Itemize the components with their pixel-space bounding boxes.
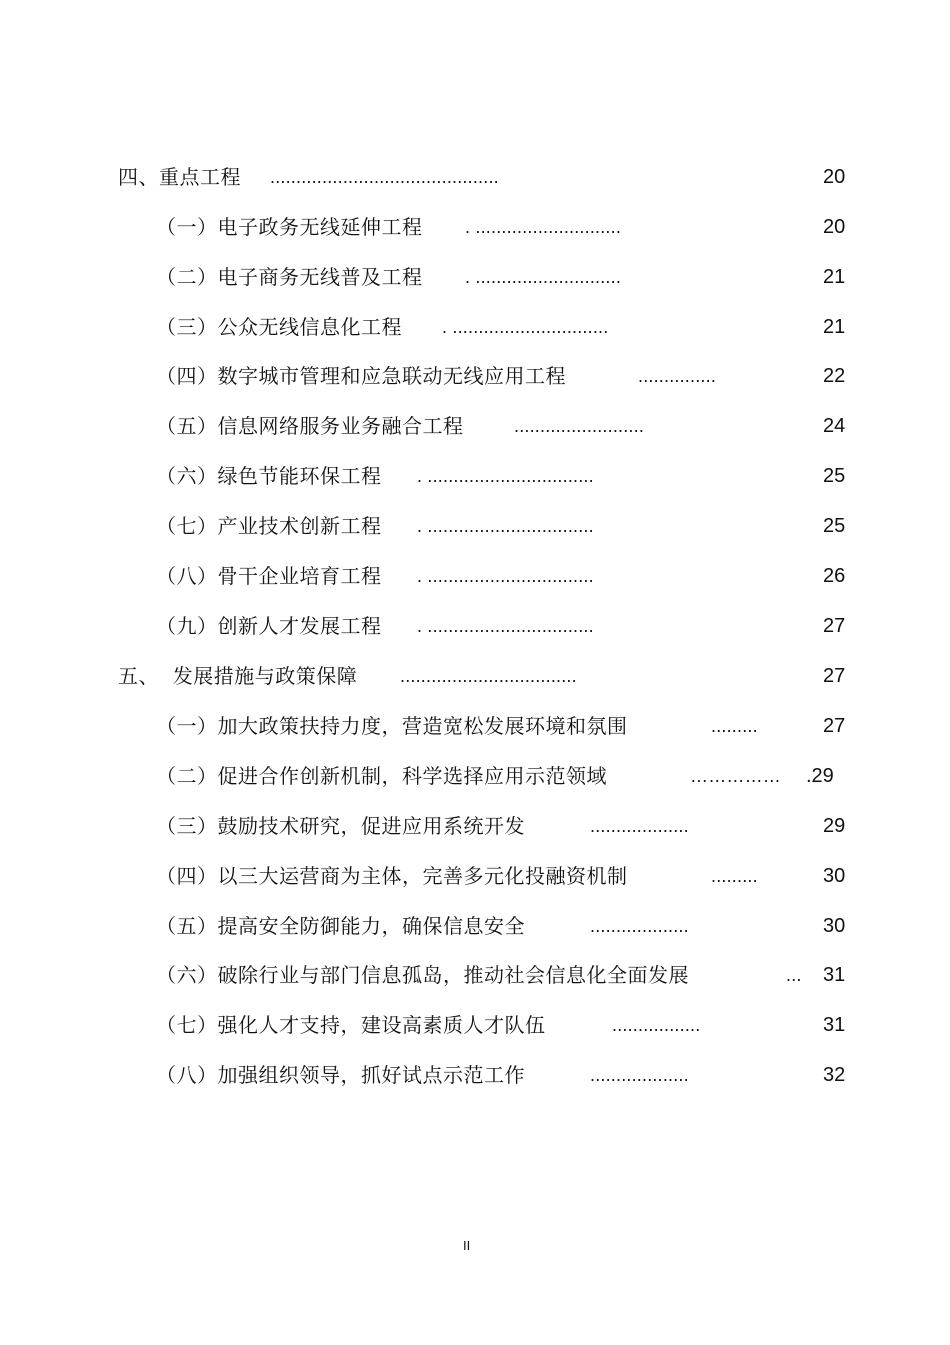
toc-entry-page: 30 <box>823 915 846 937</box>
toc-entry-page: 22 <box>823 365 846 387</box>
toc-entry-page: 31 <box>823 964 846 986</box>
toc-entry-leader: ............... <box>638 366 717 386</box>
toc-entry-page: 25 <box>823 515 846 537</box>
toc-entry-leader: . ................................ <box>417 616 594 636</box>
toc-entry-leader: . ................................ <box>417 516 594 536</box>
page-number: II <box>463 1238 471 1253</box>
toc-entry-title: （三）鼓励技术研究，促进应用系统开发 <box>156 814 525 838</box>
toc-entry-leader: ................... <box>590 816 689 836</box>
toc-entry[interactable] <box>0 162 950 192</box>
toc-entry[interactable] <box>0 711 950 741</box>
toc-entry-title: （七）产业技术创新工程 <box>156 514 382 538</box>
toc-entry-page: 20 <box>823 216 846 238</box>
toc-entry-page: 31 <box>823 1014 846 1036</box>
toc-entry-leader: ............................................ <box>270 167 499 187</box>
toc-entry[interactable] <box>0 511 950 541</box>
toc-entry-title: （一）电子政务无线延伸工程 <box>156 215 423 239</box>
toc-entry[interactable] <box>0 611 950 641</box>
toc-entry-page: 21 <box>823 266 846 288</box>
toc-entry-page: 27 <box>823 715 846 737</box>
toc-entry-title: （八）加强组织领导，抓好试点示范工作 <box>156 1063 525 1087</box>
toc-entry-title: （二）电子商务无线普及工程 <box>156 265 423 289</box>
toc-entry-title: （九）创新人才发展工程 <box>156 614 382 638</box>
toc-entry-title: （二）促进合作创新机制，科学选择应用示范领域 <box>156 764 607 788</box>
toc-entry-title: （五）信息网络服务业务融合工程 <box>156 414 464 438</box>
toc-entry-title: （七）强化人才支持，建设高素质人才队伍 <box>156 1013 546 1037</box>
toc-entry-title: （六）绿色节能环保工程 <box>156 464 382 488</box>
toc-entry-leader: ......... <box>711 866 758 886</box>
toc-entry[interactable] <box>0 262 950 292</box>
toc-entry-leader: ................. <box>612 1015 701 1035</box>
toc-entry-leader: . ................................ <box>417 466 594 486</box>
toc-entry-page: 20 <box>823 166 846 188</box>
toc-entry[interactable] <box>0 811 950 841</box>
toc-entry[interactable] <box>0 561 950 591</box>
toc-entry-leader: …………… <box>690 766 781 786</box>
toc-entry-page: 27 <box>823 665 846 687</box>
toc-entry[interactable] <box>0 212 950 242</box>
toc-entry-title: （八）骨干企业培育工程 <box>156 564 382 588</box>
toc-entry[interactable] <box>0 312 950 342</box>
toc-entry[interactable] <box>0 911 950 941</box>
toc-entry-leader: ... <box>786 965 802 985</box>
toc-entry-title: （五）提高安全防御能力，确保信息安全 <box>156 914 525 938</box>
toc-entry[interactable] <box>0 1060 950 1090</box>
toc-entry-page: 30 <box>823 865 846 887</box>
toc-entry-leader: ................... <box>590 1065 689 1085</box>
toc-entry-leader: ................... <box>590 916 689 936</box>
toc-entry-leader: ......................... <box>514 416 645 436</box>
toc-entry-page: .29 <box>806 765 834 787</box>
toc-entry-leader: .................................. <box>400 666 577 686</box>
toc-entry-title: （三）公众无线信息化工程 <box>156 315 402 339</box>
toc-entry-leader: . ............................ <box>465 217 622 237</box>
toc-entry-title: （一）加大政策扶持力度，营造宽松发展环境和氛围 <box>156 714 628 738</box>
toc-entry[interactable] <box>0 411 950 441</box>
toc-entry-title: （六）破除行业与部门信息孤岛，推动社会信息化全面发展 <box>156 963 689 987</box>
toc-entry-page: 29 <box>823 815 846 837</box>
toc-entry[interactable] <box>0 761 950 791</box>
toc-entry-page: 32 <box>823 1064 846 1086</box>
toc-entry[interactable] <box>0 960 950 990</box>
toc-entry-page: 25 <box>823 465 846 487</box>
toc-entry-leader: . ................................ <box>417 566 594 586</box>
toc-entry-leader: . .............................. <box>442 317 609 337</box>
toc-entry-leader: . ............................ <box>465 267 622 287</box>
toc-entry[interactable] <box>0 461 950 491</box>
toc-entry[interactable] <box>0 861 950 891</box>
toc-entry-leader: ......... <box>711 716 758 736</box>
toc-entry-title: 四、重点工程 <box>118 165 241 189</box>
toc-entry-page: 21 <box>823 316 846 338</box>
toc-entry-title: 五、 发展措施与政策保障 <box>118 664 358 688</box>
toc-entry-page: 24 <box>823 415 846 437</box>
toc-entry-page: 27 <box>823 615 846 637</box>
toc-entry[interactable] <box>0 661 950 691</box>
toc-entry-title: （四）数字城市管理和应急联动无线应用工程 <box>156 364 566 388</box>
toc-entry[interactable] <box>0 1010 950 1040</box>
toc-entry-title: （四）以三大运营商为主体，完善多元化投融资机制 <box>156 864 628 888</box>
toc-entry[interactable] <box>0 361 950 391</box>
toc-entry-page: 26 <box>823 565 846 587</box>
